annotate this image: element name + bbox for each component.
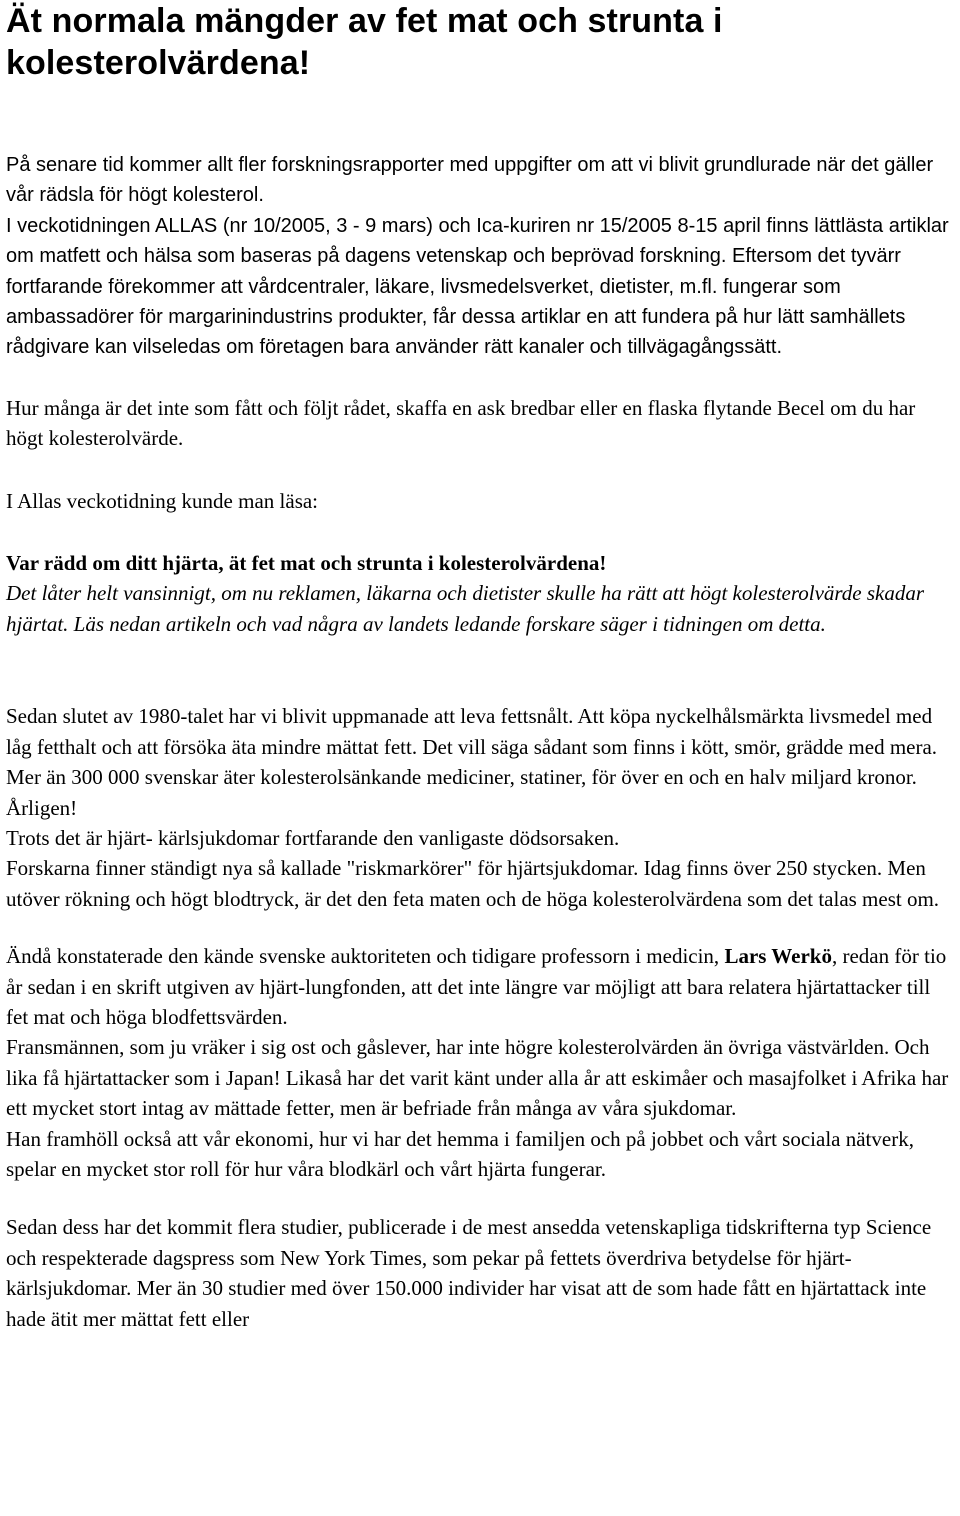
title-line-2: kolesterolvärdena! — [6, 44, 311, 82]
section-2-paragraph-2: Fransmännen, som ju vräker i sig ost och gåslever, har inte högre kolesterolvärden än övriga västvärlden. Och lika få hjärtattacker som i Japan! Likaså har det varit känt under alla år att eskimåer och masajfolket i Afrika har ett mycket stort intag av mättade fetter, men är befriade från många av våra sjukdomar. — [6, 1035, 949, 1121]
intro-paragraph-1: På senare tid kommer allt fler forskningsrapporter med uppgifter om att vi blivit grundlurade när det gäller vår rädsla för högt kolesterol. — [6, 154, 934, 207]
title-line-1: Ät normala mängder av fet mat och strunta i — [6, 2, 723, 40]
section-3-paragraph-1: Sedan dess har det kommit flera studier, publicerade i de mest ansedda vetenskapliga tidskrifterna typ Science och respekterade dagspress som New York Times, som pekar på fettets överdriva betydelse för hjärt-kärlsjukdomar. Mer än 30 studier med över 150.000 individer har visat att de som hade fått en hjärtattack inte hade ätit mer mättat fett eller — [6, 1215, 932, 1331]
section-1-paragraph-1: Sedan slutet av 1980-talet har vi blivit uppmanade att leva fettsnålt. Att köpa nyckelhålsmärkta livsmedel med låg fetthalt och att försöka äta mindre mättat fett. Det vill säga sådant som finns i kött, smör, grädde med mera. — [6, 704, 938, 759]
section-2-paragraph-3: Han framhöll också att vår ekonomi, hur vi har det hemma i familjen och på jobbet och vårt sociala nätverk, spelar en mycket stor roll för hur våra blodkärl och vårt hjärta fungerar. — [6, 1126, 914, 1181]
section-1-paragraph-3: Trots det är hjärt- kärlsjukdomar fortfarande den vanligaste dödsorsaken. — [6, 825, 620, 850]
page-title — [6, 0, 954, 84]
becel-paragraph: Hur många är det inte som fått och följt rådet, skaffa en ask bredbar eller en flaska flytande Becel om du har högt kolesterolvärde. — [6, 395, 916, 451]
werko-text-after: , redan för tio år sedan i en skrift utgiven av hjärt-lungfonden, att det inte längre var möjligt att bara relatera hjärtattacker till fet mat och höga blodfettsvärden. — [6, 944, 947, 1029]
allas-intro-paragraph: I Allas veckotidning kunde man läsa: — [6, 488, 319, 513]
section-1-paragraph-4: Forskarna finner ständigt nya så kallade "riskmarkörer" för hjärtsjukdomar. Idag finns över 250 stycken. Men utöver rökning och högt blodtryck, är det den feta maten och de höga kolesterolvärdena som det talas mest om. — [6, 856, 940, 911]
section-1-paragraph-2: Mer än 300 000 svenskar äter kolesterolsänkande mediciner, statiner, för över en och en halv miljard kronor. Årligen! — [6, 765, 917, 820]
intro-section — [6, 150, 954, 363]
person-name-lars-werko: Lars Werkö — [724, 944, 832, 969]
section-2-paragraph-1 — [6, 941, 954, 1032]
werko-text-before: Ändå konstaterade den kände svenske auktoriteten och tidigare professorn i medicin, — [6, 944, 725, 969]
section-3 — [6, 1212, 954, 1334]
quote-headline: Var rädd om ditt hjärta, ät fet mat och strunta i kolesterolvärdena! — [6, 551, 607, 576]
section-2 — [6, 941, 954, 1184]
intro-paragraph-2: I veckotidningen ALLAS (nr 10/2005, 3 - 9 mars) och Ica-kuriren nr 15/2005 8-15 april finns lättlästa artiklar om matfett och hälsa som baseras på dagens vetenskap och beprövad forskning. Eftersom det tyvärr fortfarande förekommer att vårdcentraler, läkare, livsmedelsverket, dietister, m.fl. fungerar som ambassadörer för margarinindustrins produkter, får dessa artiklar en att fundera på hur lätt samhällets rådgivare kan vilseledas om företagen bara använder rätt kanaler och tillvägagångssätt. — [6, 214, 949, 359]
quote-italic-paragraph: Det låter helt vansinnigt, om nu reklamen, läkarna och dietister skulle ha rätt att högt kolesterolvärde skadar hjärtat. Läs nedan artikeln och vad några av landets ledande forskare säger i tidningen om detta. — [6, 581, 925, 636]
section-1 — [6, 701, 954, 914]
